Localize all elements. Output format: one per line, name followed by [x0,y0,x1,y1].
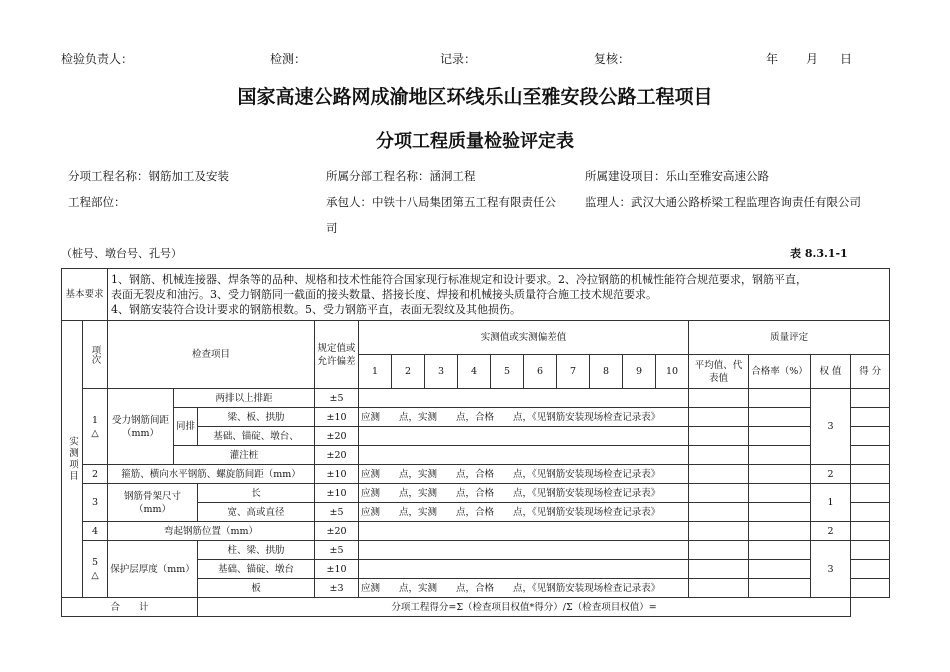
col-7-header: 7 [557,355,590,389]
inspection-table [61,268,890,617]
check-item-header: 检查项目 [108,321,315,389]
sig-inspector-label: 检验负责人： [61,52,134,66]
contractor-line2: 司 [326,221,338,235]
document-title: 国家高速公路网成渝地区环线乐山至雅安段公路工程项目 [237,86,713,108]
item-1-sub-3: 基础、锚碇、墩台、 [198,427,315,446]
record-cell [359,427,689,446]
sig-reviewer-label: 复核： [594,52,631,66]
score-cell [851,446,890,465]
score-cell [851,408,890,427]
item-1-weight: 3 [811,389,851,465]
col-6-header: 6 [524,355,557,389]
measured-header: 实测值或实测偏差值 [359,321,689,355]
record-cell: 应测 点，实测 点，合格 点，《见钢筋安装现场检查记录表》 [359,465,689,484]
item-5-spec-3: ±3 [315,579,359,598]
score-cell [851,579,890,598]
avg-cell [689,541,749,560]
record-cell: 应测 点，实测 点，合格 点，《见钢筋安装现场检查记录表》 [359,503,689,522]
item-4-name: 弯起钢筋位置（mm） [108,522,315,541]
sub-item-name: 分项工程名称：钢筋加工及安装 [68,169,229,183]
score-cell [851,503,890,522]
weight-header: 权 值 [811,355,851,389]
col-3-header: 3 [425,355,458,389]
quality-header: 质量评定 [689,321,890,355]
avg-cell [689,389,749,408]
col-9-header: 9 [623,355,656,389]
pass-rate-cell [749,465,811,484]
record-cell: 应测 点，实测 点，合格 点，《见钢筋安装现场检查记录表》 [359,579,689,598]
item-3-sub-1: 长 [198,484,315,503]
record-cell [359,522,689,541]
col-8-header: 8 [590,355,623,389]
item-5-sub-1: 柱、梁、拱肋 [198,541,315,560]
basic-req-text: 1、钢筋、机械连接器、焊条等的品种、规格和技术性能符合国家现行标准规定和设计要求。2、冷拉钢筋的机械性能符合规范要求，钢筋平直， 表面无裂皮和油污。3、受力钢筋同一截面的接头数量、搭接长度、焊接和机械接头质量符合施工技术规范要求。 4、钢筋安装符合设计要求的钢筋根数。5、受力钢筋平直，表面无裂纹及其他损伤。 [108,269,890,321]
pass-rate-cell [749,427,811,446]
item-5-spec-1: ±5 [315,541,359,560]
item-3-weight: 1 [811,484,851,522]
total-label: 合 计 [62,598,198,617]
item-1-no: 1 △ [83,389,108,465]
item-1-spec-4: ±20 [315,446,359,465]
avg-cell [689,484,749,503]
score-cell [851,427,890,446]
item-1-spec-1: ±5 [315,389,359,408]
construction-project: 所属建设项目：乐山至雅安高速公路 [585,169,769,183]
avg-cell [689,465,749,484]
record-cell [359,389,689,408]
pass-rate-cell [749,560,811,579]
sig-tester-label: 检测： [270,52,307,66]
item-4-no: 4 [83,522,108,541]
date-day-label: 日 [840,52,853,66]
spec-header: 规定值或允许偏差 [315,321,359,389]
item-1-sub-4: 灌注桩 [174,446,315,465]
item-3-spec-1: ±10 [315,484,359,503]
score-cell [851,522,890,541]
pass-rate-cell [749,541,811,560]
date-month-label: 月 [806,52,819,66]
item-2-name: 箍筋、横向水平钢筋、螺旋筋间距（mm） [108,465,315,484]
date-year-label: 年 [766,52,779,66]
table-number: 表 8.3.1-1 [790,247,848,260]
score-cell [851,560,890,579]
item-3-name: 钢筋骨架尺寸（mm） [108,484,198,522]
supervisor: 监理人：武汉大通公路桥梁工程监理咨询责任有限公司 [585,195,861,209]
avg-header: 平均值、代表值 [689,355,749,389]
item-1-name: 受力钢筋间距（mm） [108,389,174,465]
item-1-spec-2: ±10 [315,408,359,427]
record-cell [359,560,689,579]
item-5-name: 保护层厚度（mm） [108,541,198,598]
avg-cell [689,427,749,446]
division-name: 所属分部工程名称：涵洞工程 [326,169,476,183]
item-2-no: 2 [83,465,108,484]
document-subtitle: 分项工程质量检验评定表 [376,131,574,152]
record-cell: 应测 点，实测 点，合格 点，《见钢筋安装现场检查记录表》 [359,408,689,427]
item-4-weight: 2 [811,522,851,541]
pass-rate-cell [749,579,811,598]
item-3-no: 3 [83,484,108,522]
sig-recorder-label: 记录： [440,52,477,66]
item-3-sub-2: 宽、高或直径 [198,503,315,522]
item-5-sub-2: 基础、锚碇、墩台 [198,560,315,579]
item-5-spec-2: ±10 [315,560,359,579]
col-10-header: 10 [656,355,689,389]
pile-note: （桩号、墩台号、孔号） [61,247,182,260]
pass-rate-cell [749,446,811,465]
pass-rate-cell [749,389,811,408]
col-4-header: 4 [458,355,491,389]
score-header: 得 分 [851,355,890,389]
item-1-sub-1: 两排以上排距 [174,389,315,408]
pass-rate-header: 合格率（%） [749,355,811,389]
col-1-header: 1 [359,355,392,389]
score-cell [851,484,890,503]
item-5-no: 5 △ [83,541,108,598]
item-2-weight: 2 [811,465,851,484]
score-cell [851,541,890,560]
location-label: 工程部位： [68,195,126,209]
item-1-sub-2: 梁、板、拱肋 [198,408,315,427]
item-no-header: 项次 [83,321,108,389]
score-cell [851,465,890,484]
avg-cell [689,503,749,522]
avg-cell [689,522,749,541]
score-cell [851,389,890,408]
pass-rate-cell [749,522,811,541]
pass-rate-cell [749,408,811,427]
record-cell [359,541,689,560]
item-2-spec: ±10 [315,465,359,484]
contractor-line1: 承包人：中铁十八局集团第五工程有限责任公 [326,195,556,209]
pass-rate-cell [749,484,811,503]
col-5-header: 5 [491,355,524,389]
col-2-header: 2 [392,355,425,389]
item-3-spec-2: ±5 [315,503,359,522]
pass-rate-cell [749,503,811,522]
measured-items-label: 实测项目 [62,321,83,598]
avg-cell [689,408,749,427]
total-formula: 分项工程得分=Σ（检查项目权值*得分）/Σ（检查项目权值）= [198,598,851,617]
avg-cell [689,446,749,465]
item-5-sub-3: 板 [198,579,315,598]
record-cell: 应测 点，实测 点，合格 点，《见钢筋安装现场检查记录表》 [359,484,689,503]
avg-cell [689,560,749,579]
item-1-spec-3: ±20 [315,427,359,446]
record-cell [359,446,689,465]
item-5-weight: 3 [811,541,851,598]
avg-cell [689,579,749,598]
basic-req-label: 基本要求 [62,269,108,321]
item-4-spec: ±20 [315,522,359,541]
same-row-label: 同排 [174,408,198,446]
